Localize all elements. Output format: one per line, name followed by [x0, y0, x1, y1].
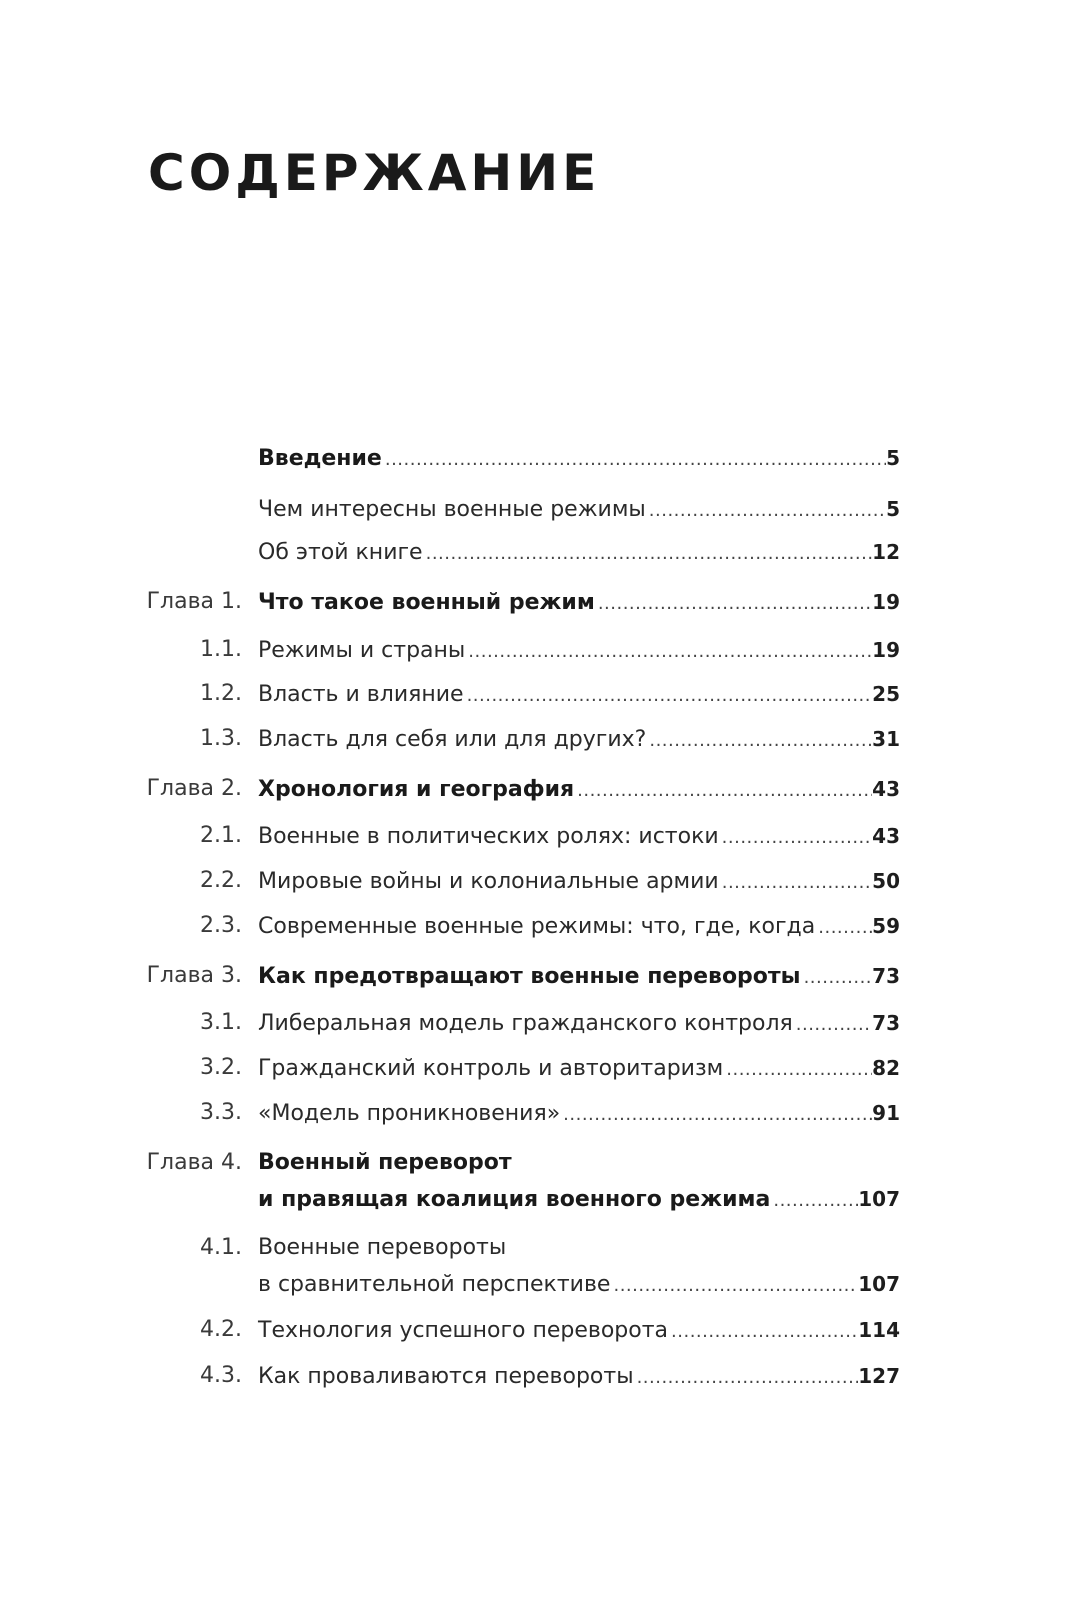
page-number: 25: [872, 682, 900, 706]
dot-leader: [815, 909, 872, 946]
dot-leader: [646, 492, 886, 529]
page-number: 43: [872, 777, 900, 801]
entry-title: Об этой книге: [258, 540, 423, 565]
entry-title: Режимы и страны: [258, 638, 466, 663]
dot-leader: [723, 1051, 872, 1088]
entry-title: Гражданский контроль и авторитаризм: [258, 1056, 724, 1081]
entry-number: 1.2.: [200, 681, 242, 706]
page-title: СОДЕРЖАНИЕ: [148, 144, 601, 202]
entry-number: Глава 4.: [146, 1150, 242, 1175]
dot-leader: [793, 1006, 872, 1043]
page-number: 73: [872, 1011, 900, 1035]
entry-number: 3.1.: [200, 1010, 242, 1035]
page-number: 19: [872, 638, 900, 662]
entry-title: Как проваливаются перевороты: [258, 1364, 634, 1389]
page-number: 127: [858, 1364, 900, 1388]
entry-title-line-1: Военные перевороты: [258, 1235, 507, 1260]
page-number: 50: [872, 869, 900, 893]
entry-title: Технология успешного переворота: [258, 1318, 669, 1343]
dot-leader: [574, 772, 872, 809]
entry-title: Власть и влияние: [258, 682, 464, 707]
entry-title: Военные в политических ролях: истоки: [258, 824, 719, 849]
dot-leader: [801, 959, 873, 996]
page-number: 82: [872, 1056, 900, 1080]
entry-number: Глава 2.: [146, 776, 242, 801]
entry-number: 2.2.: [200, 868, 242, 893]
dot-leader: [382, 441, 886, 478]
page-number: 12: [872, 540, 900, 564]
dot-leader: [646, 722, 872, 759]
entry-title: Введение: [258, 446, 382, 471]
entry-number: Глава 3.: [146, 963, 242, 988]
entry-number: 3.3.: [200, 1100, 242, 1125]
entry-title: Власть для себя или для других?: [258, 727, 647, 752]
dot-leader: [423, 535, 873, 572]
page-number: 73: [872, 964, 900, 988]
dot-leader: [465, 633, 872, 670]
dot-leader: [719, 819, 872, 856]
dot-leader: [770, 1182, 858, 1219]
entry-title: Мировые войны и колониальные армии: [258, 869, 719, 894]
entry-number: 4.3.: [200, 1363, 242, 1388]
dot-leader: [595, 585, 872, 622]
entry-number: 1.1.: [200, 637, 242, 662]
page-number: 114: [858, 1318, 900, 1342]
entry-title: «Модель проникновения»: [258, 1101, 561, 1126]
entry-title-line-1: Военный переворот: [258, 1150, 512, 1175]
entry-title: в сравнительной перспективе: [258, 1272, 611, 1297]
page-number: 107: [858, 1272, 900, 1296]
entry-title: и правящая коалиция военного режима: [258, 1187, 771, 1212]
dot-leader: [634, 1359, 859, 1396]
dot-leader: [610, 1267, 858, 1304]
page-number: 5: [886, 497, 900, 521]
entry-title: Чем интересны военные режимы: [258, 497, 646, 522]
entry-number: 4.2.: [200, 1317, 242, 1342]
page-number: 31: [872, 727, 900, 751]
entry-number: 2.3.: [200, 913, 242, 938]
page-number: 19: [872, 590, 900, 614]
entry-title: Что такое военный режим: [258, 590, 595, 615]
page-number: 91: [872, 1101, 900, 1125]
entry-title: Как предотвращают военные перевороты: [258, 964, 801, 989]
entry-number: 4.1.: [200, 1235, 242, 1260]
entry-number: 2.1.: [200, 823, 242, 848]
entry-title: Современные военные режимы: что, где, когда: [258, 914, 816, 939]
entry-number: 3.2.: [200, 1055, 242, 1080]
page-number: 43: [872, 824, 900, 848]
dot-leader: [668, 1313, 858, 1350]
dot-leader: [464, 677, 873, 714]
entry-number: Глава 1.: [146, 589, 242, 614]
dot-leader: [560, 1096, 872, 1133]
entry-number: 1.3.: [200, 726, 242, 751]
page-number: 5: [886, 446, 900, 470]
entry-title: Либеральная модель гражданского контроля: [258, 1011, 793, 1036]
entry-title: Хронология и география: [258, 777, 575, 802]
page-number: 107: [858, 1187, 900, 1211]
page-number: 59: [872, 914, 900, 938]
dot-leader: [719, 864, 872, 901]
